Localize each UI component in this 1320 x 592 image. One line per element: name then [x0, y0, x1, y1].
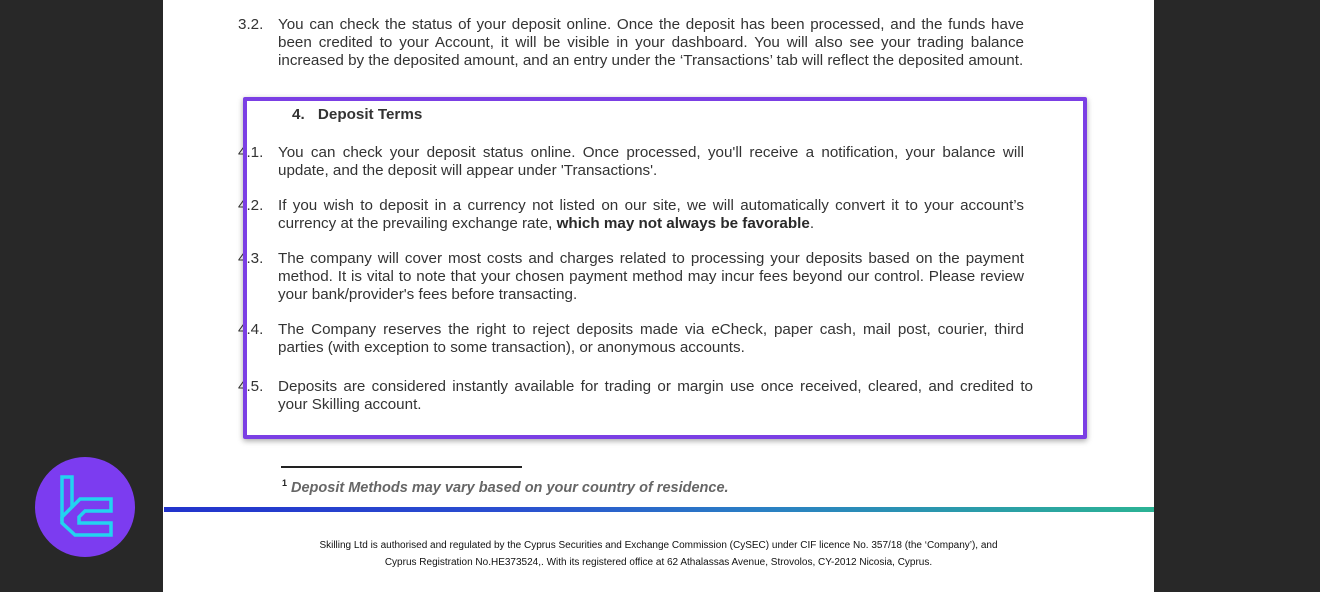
section-number: 4.	[292, 106, 305, 123]
legal-footer	[163, 537, 1154, 571]
paragraph-3-2	[238, 16, 1024, 70]
section-title: Deposit Terms	[317, 106, 423, 123]
footnote-text: Deposit Methods may vary based on your country of residence.	[291, 480, 729, 496]
document-page	[163, 0, 1154, 592]
paragraph-4-2	[238, 197, 1024, 233]
item-text: The Company reserves the right to reject deposits made via eCheck, paper cash, mail post, courier, third parties (with exception to some transaction), or anonymous accounts.	[278, 321, 1024, 356]
item-number: 3.2.	[238, 16, 264, 33]
item-number: 4.2.	[238, 197, 264, 214]
legal-line-2: Cyprus Registration No.HE373524,. With its registered office at 62 Athalassas Avenue, Strovolos, CY-2012 Nicosia, Cyprus.	[384, 557, 933, 568]
item-text: Deposits are considered instantly available for trading or margin use once received, cleared, and credited to your Skilling account.	[278, 378, 1033, 413]
paragraph-4-3	[238, 250, 1024, 304]
footnote-divider	[281, 466, 522, 468]
legal-line-1: Skilling Ltd is authorised and regulated by the Cyprus Securities and Exchange Commission (CySEC) under CIF licence No. 357/18 (the ‘Company’), and	[319, 540, 998, 551]
paragraph-4-5	[238, 378, 1033, 414]
item-text: You can check the status of your deposit online. Once the deposit has been processed, and the funds have been credited to your Account, it will be visible in your dashboard. You will also see your trading balance increased by the deposited amount, and an entry under the ‘Transactions’ tab will reflect the deposited amount.	[278, 16, 1024, 69]
item-text: The company will cover most costs and charges related to processing your deposits based on the payment method. It is vital to note that your chosen payment method may incur fees beyond our control. Please review your bank/provider's fees before transacting.	[278, 250, 1024, 303]
item-text-bold: which may not always be favorable	[556, 215, 810, 232]
footnote-marker: 1	[282, 478, 288, 488]
item-text: If you wish to deposit in a currency not listed on our site, we will automatically convert it to your account’s currency at the prevailing exchange rate,	[278, 197, 1024, 232]
item-number: 4.1.	[238, 144, 264, 161]
tradingfinder-logo-icon	[35, 457, 135, 557]
item-number: 4.4.	[238, 321, 264, 338]
footnote	[282, 478, 729, 496]
footer-gradient-bar	[164, 507, 1154, 512]
paragraph-4-1	[238, 144, 1024, 180]
section-heading	[292, 106, 422, 124]
item-number: 4.3.	[238, 250, 264, 267]
item-text-end: .	[809, 215, 815, 232]
paragraph-4-4	[238, 321, 1024, 357]
item-number: 4.5.	[238, 378, 264, 395]
item-text: You can check your deposit status online. Once processed, you'll receive a notification, your balance will update, and the deposit will appear under 'Transactions'.	[278, 144, 1024, 179]
